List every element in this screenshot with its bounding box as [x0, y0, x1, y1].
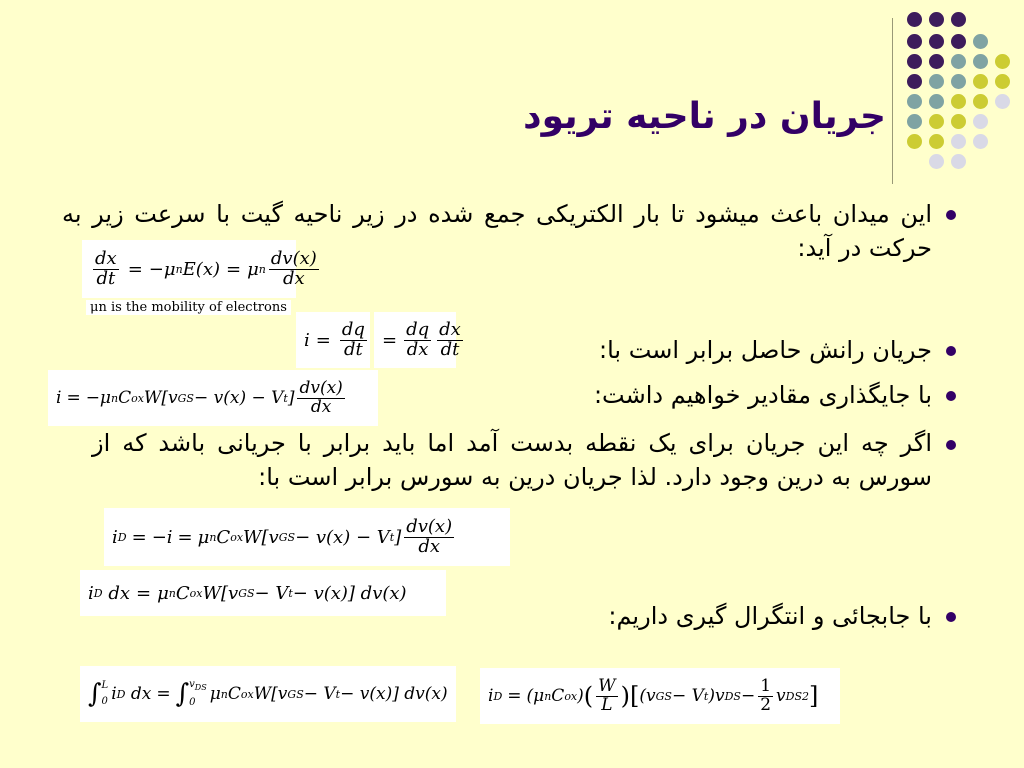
bullet-dot [946, 440, 956, 450]
page-title: جریان در ناحیه تریود [523, 96, 886, 137]
bullet-dot [946, 391, 956, 401]
decorative-dot-grid [907, 12, 1017, 164]
bullet-drain-current: اگر چه این جریان برای یک نقطه بدست آمد اما باید برابر با جریانی باشد که از سورس به درین وجود دارد. لذا جریان درین به سورس برابر است با: [92, 429, 932, 491]
mobility-note: μn is the mobility of electrons [86, 300, 291, 315]
equation-rearranged: i D dx = μ n C ox W[v GS − V t − v(x)] dv(x) [80, 570, 446, 616]
equation-drain-current: i D = −i = μ n C ox W[v GS − v(x) − V t ] $\frac{dv(x)}{dx}$ [104, 508, 510, 566]
equation-current-chain-rule: = $\frac{dq}{dx}$ $\frac{dx}{dt}$ [374, 312, 456, 368]
equation-velocity: $\frac{dx}{dt}$ = −μ n E(x) = μ n $\frac{dv(x)}{dx}$ [82, 240, 296, 298]
bullet-integration: با جابجائی و انتگرال گیری داریم: [608, 602, 932, 630]
bullet-drift-current: جریان رانش حاصل برابر است با: [598, 336, 932, 364]
equation-current-dq-dt: i = $\frac{dq}{dt}$ [296, 312, 370, 368]
bullet-substitution: با جایگذاری مقادیر خواهیم داشت: [593, 381, 932, 409]
bullet-dot [946, 210, 956, 220]
title-divider-line [892, 18, 893, 184]
bullet-dot [946, 346, 956, 356]
equation-substituted: i = −μ n C ox W[v GS − v(x) − V t ] $\frac{dv(x)}{dx}$ [48, 370, 378, 426]
bullet-velocity: این میدان باعث میشود تا بار الکتریکی جمع شده در زیر ناحیه گیت با سرعت زیر به حرکت در آید: [62, 200, 932, 262]
bullet-dot [946, 612, 956, 622]
equation-integral: ∫ L 0 i D dx = ∫ $v_{DS}$ 0 μ n C ox W[v GS − V t − v(x)] dv(x) [80, 666, 456, 722]
equation-result: i D = (μ n C ox ) ( $\frac{W}{L}$ ) [ (v GS − V t )v DS − $\frac{1}{2}$ v DS 2 ] [480, 668, 840, 724]
